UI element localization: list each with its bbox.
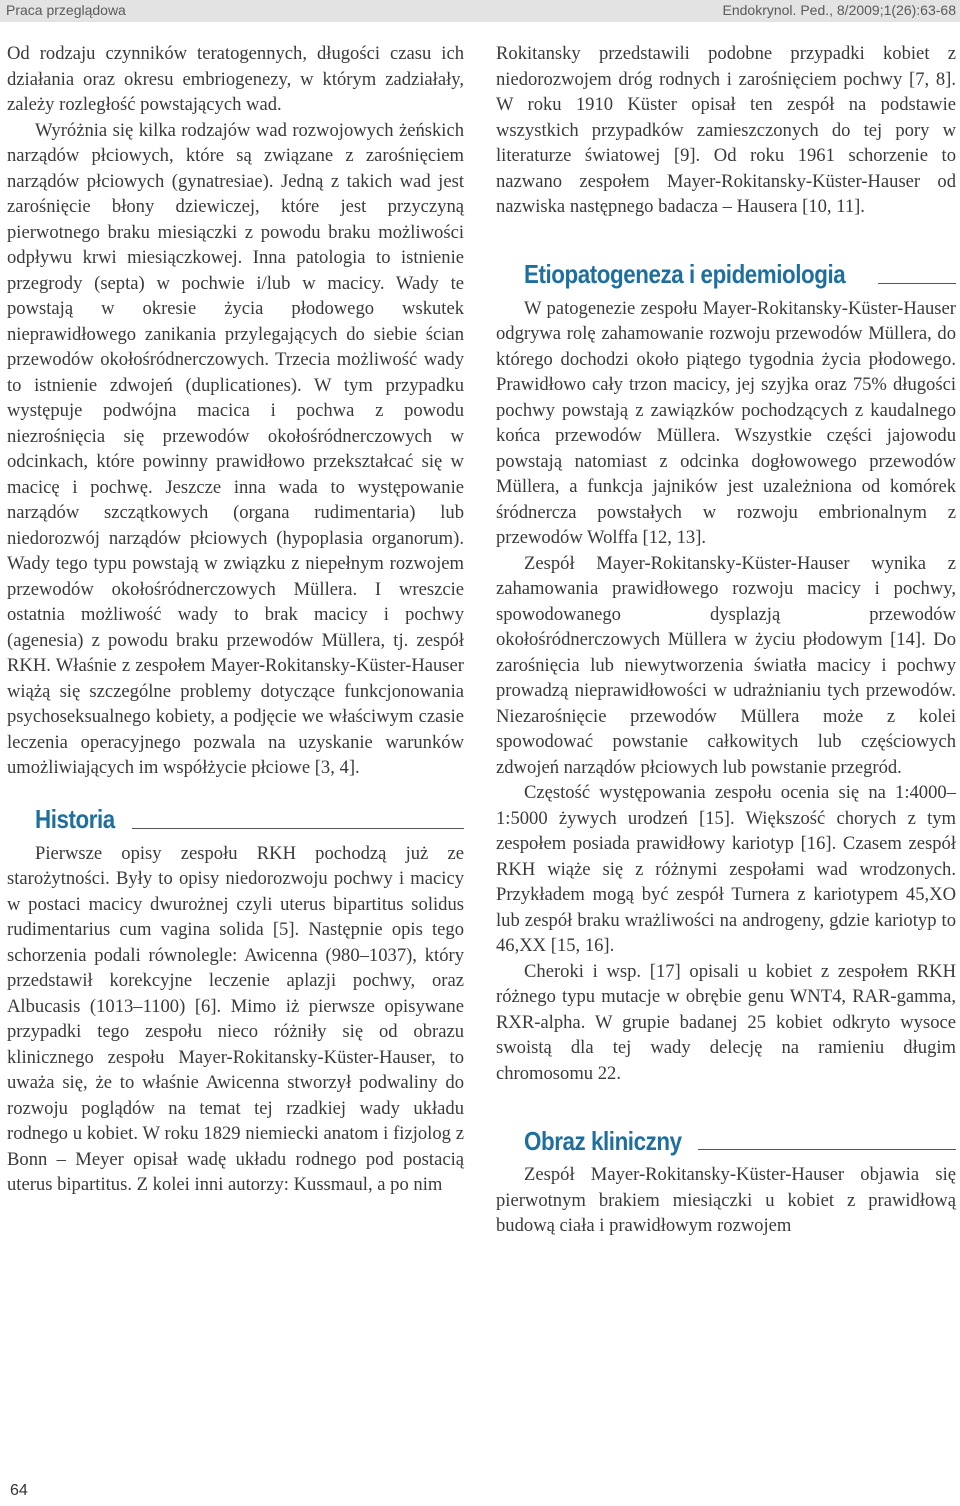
paragraph: Zespół Mayer-Rokitansky-Küster-Hauser objawia się pierwotnym brakiem miesiączki u kobiet z prawidłową budową ciała i prawidłowym rozwojem [496, 1164, 956, 1236]
paragraph: Zespół Mayer-Rokitansky-Küster-Hauser wynika z zahamowania prawidłowego rozwoju macicy i pochwy, spowodowanego dysplazją przewodów okołośródnerczowych Müllera w życiu płodowym [14]. Do zarośnięcia lub niewytworzenia światła macicy i pochwy prowadzą nieprawidłowości w udrażnianiu tych przewodów. Niezarośnięcie przewodów Müllera może z kolei spowodować powstanie całkowitych lub częściowych zdwojeń narządów płciowych lub powstanie przegród. [496, 552, 956, 778]
paragraph: Od rodzaju czynników teratogennych, długości czasu ich działania oraz okresu embriogenezy, w którym zadziałały, zależy rozległość powstających wad. [7, 43, 464, 115]
heading-rule [878, 283, 956, 284]
paragraph: Wyróżnia się kilka rodzajów wad rozwojowych żeńskich narządów płciowych, które są związane z zarośnięciem narządów płciowych (gynatresiae). Jedną z takich wad jest zarośnięcie błony dziewiczej, które jest przyczyną pierwotnego braku miesiączki z powodu braku możliwości odpływu krwi miesiączkowej. Inna patologia to istnienie przegrody (septa) w pochwie i/lub w macicy. Wady te powstają w okresie życia płodowego wskutek nieprawidłowego zanikania przylegających do siebie ścian przewodów okołośródnerczowych. Trzecia możliwość wady to istnienie zdwojeń (duplicationes). W tym przypadku występuje podwójna macica i pochwa z powodu niezrośnięcia się przewodów okołośródnerczowych w odcinkach, które powinny prawidłowo przekształcać się w macicę i pochwę. Jeszcze inna wada to występowanie narządów szczątkowych (organa rudimentaria) lub niedorozwój narządów płciowych (hypoplasia organorum). Wady tego typu powstają w związku z niepełnym rozwojem przewodów okołośródnerczowych Müllera. I wreszcie ostatnia możliwość wady to brak macicy i pochwy (agenesia) z powodu braku przewodów Müllera, tj. zespół RKH. Właśnie z zespołem Mayer-Rokitansky-Küster-Hauser wiążą się szczególne problemy dotyczące funkcjonowania psychoseksualnego kobiety, a podjęcie we właściwym czasie leczenia operacyjnego pozwala na uzyskanie warunków umożliwiających im współżycie płciowe [3, 4]. [7, 119, 464, 778]
section-heading-text: Obraz kliniczny [524, 1125, 682, 1156]
article-type: Praca przeglądowa [6, 2, 126, 18]
page-number: 64 [10, 1482, 28, 1499]
heading-rule [698, 1149, 956, 1150]
section-heading-text: Historia [35, 804, 115, 834]
running-header [0, 0, 960, 22]
heading-rule [132, 828, 464, 829]
paragraph: Częstość występowania zespołu ocenia się na 1:4000–1:5000 żywych urodzeń [15]. Większość chorych z tym zespołem posiada prawidłowy kariotyp [16]. Czasem zespół RKH wiąże się z różnymi zespołami wad wrodzonych. Przykładem mogą być zespół Turnera z kariotypem 45,XO lub zespół braku wrażliwości na androgeny, gdzie kariotyp to 46,XX [15, 16]. [496, 782, 956, 956]
section-heading-historia [7, 781, 464, 841]
paragraph: Cheroki i wsp. [17] opisali u kobiet z zespołem RKH różnego typu mutacje w obrębie genu WNT4, RAR-gamma, RXR-alpha. W grupie badanej 25 kobiet odkryto wysoce swoistą dla tej wady delecję na ramieniu długim chromosomu 22. [496, 960, 956, 1084]
section-heading-etiopatogeneza [496, 220, 956, 296]
section-heading-obraz-kliniczny [496, 1086, 956, 1162]
journal-citation: Endokrynol. Ped., 8/2009;1(26):63-68 [722, 2, 956, 18]
section-heading-text: Etiopatogeneza i epidemiologia [524, 259, 846, 289]
paragraph: Rokitansky przedstawili podobne przypadki kobiet z niedorozwojem dróg rodnych i zarośnięciem pochwy [7, 8]. W roku 1910 Küster opisał ten zespół na podstawie wszystkich przypadków zamieszczonych do tej pory w literaturze światowej [9]. Od roku 1961 schorzenie to nazwano zespołem Mayer-Rokitansky-Küster-Hauser od nazwiska następnego badacza – Hausera [10, 11]. [496, 43, 956, 217]
left-column [7, 41, 464, 1198]
paragraph: W patogenezie zespołu Mayer-Rokitansky-Küster-Hauser odgrywa rolę zahamowanie rozwoju przewodów Müllera, do którego dochodzi około piątego tygodnia życia płodowego. Prawidłowo cały trzon macicy, jej szyjka oraz 75% długości pochwy powstają z zawiązków pochodzących z kaudalnego końca przewodów Müllera. Wszystkie części jajowodu powstają natomiast z odcinka dogłowowego przewodów Müllera, a funkcja jajników jest uzależniona od komórek śródnercza powstałych w rozwoju embrionalnym z przewodów Wolffa [12, 13]. [496, 297, 956, 548]
right-column [496, 41, 956, 1239]
paragraph: Pierwsze opisy zespołu RKH pochodzą już ze starożytności. Były to opisy niedorozwoju pochwy i macicy w postaci macicy dwurożnej czyli uterus bipartitus solidus rudimentarius cum vagina solida [5]. Następnie opis tego schorzenia podali równolegle: Awicenna (980–1037), który przedstawił korekcyjne leczenie aplazji pochwy, oraz Albucasis (1013–1100) [6]. Mimo iż pierwsze opisywane przypadki tego zespołu nieco różniły się od obrazu klinicznego zespołu Mayer-Rokitansky-Küster-Hauser, to uważa się, że to właśnie Awicenna stworzył podwaliny do rozwoju poglądów na temat tej rzadkiej wady układu rodnego u kobiet. W roku 1829 niemiecki anatom i fizjolog z Bonn – Meyer opisał wadę układu rodnego pod postacią uterus bipartitus. Z kolei inni autorzy: Kussmaul, a po nim [7, 842, 464, 1195]
